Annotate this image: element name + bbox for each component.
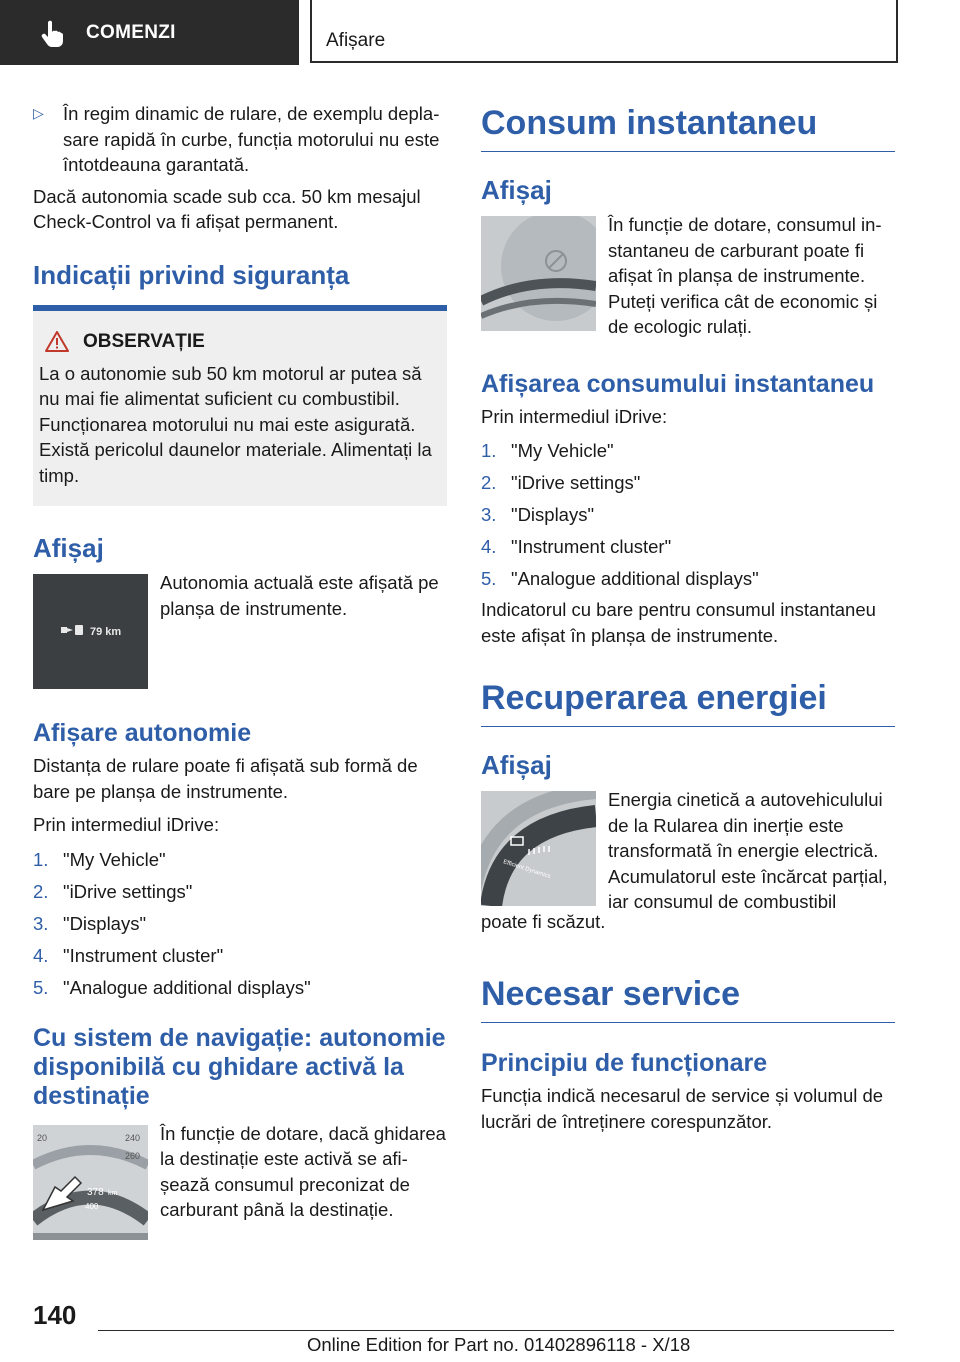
warning-box (33, 305, 447, 507)
right-steps-list (481, 435, 895, 595)
recup-figure-row (481, 791, 895, 915)
service-heading: Necesar service (481, 975, 741, 1013)
range-readout: 79 km (90, 626, 122, 638)
navigation-figure-row (33, 1122, 447, 1240)
section-title: Afișare (326, 30, 386, 51)
hand-pointer-icon (40, 19, 66, 47)
step-label: "Analogue additional displays" (511, 568, 759, 589)
warning-text: La o autonomie sub 50 km motorul ar putea să nu mai fie alimentat suficient cu combustibil. Funcționarea motorului nu mai este asigurată. Există pericolul daunelor materiale. Alimentați la timp. (39, 362, 432, 486)
step-number: 2. (33, 880, 49, 902)
step-number: 5. (481, 568, 497, 589)
left-column (33, 95, 447, 1240)
autonomy-text: Distanța de rulare poate fi afișată sub formă de bare pe planșa de instrumente. (33, 755, 418, 802)
step-label: "Displays" (63, 912, 147, 934)
step-number: 3. (33, 912, 49, 934)
list-item (33, 908, 447, 940)
right-column (481, 95, 895, 1134)
list-item (33, 876, 447, 908)
list-item (481, 467, 895, 499)
safety-heading: Indicații privind siguranța (33, 259, 350, 290)
recup-display-heading: Afișaj (481, 750, 552, 780)
consum-show-heading: Afișarea consumului instantaneu (481, 369, 875, 398)
footer-rule (98, 1330, 894, 1331)
consum-display-heading: Afișaj (481, 175, 552, 205)
consum-heading: Consum instantaneu (481, 104, 818, 142)
range-display-image (33, 574, 148, 689)
step-label: "iDrive settings" (511, 472, 641, 493)
gauge-scale-value: 400 (85, 1201, 99, 1211)
service-principle-heading: Principiu de funcționare (481, 1049, 768, 1077)
step-number: 2. (481, 472, 497, 493)
display-heading: Afișaj (33, 533, 104, 563)
step-number: 3. (481, 504, 497, 525)
navigation-heading: Cu sistem de navigație: autonomie disponibilă cu ghidare activă la destinație (33, 1023, 446, 1110)
list-item (33, 940, 447, 972)
autonomy-warning-text: Dacă autonomia scade sub cca. 50 km mesajul Check-Control va fi afișat permanent. (33, 185, 421, 232)
navigation-gauge-image (33, 1125, 148, 1240)
step-number: 5. (33, 976, 49, 998)
warning-title-row (39, 331, 437, 353)
list-item (481, 435, 895, 467)
recup-text-tail: poate fi scăzut. (481, 910, 606, 932)
warning-triangle-icon (45, 331, 69, 352)
step-label: "Instrument cluster" (63, 944, 224, 966)
list-item (33, 844, 447, 876)
consum-bar-text: Indicatorul cu bare pentru consumul instantaneu este afișat în planșa de instrumente. (481, 599, 876, 646)
triangle-bullet-icon: ▷ (33, 105, 44, 121)
step-label: "Displays" (511, 504, 595, 525)
recuperation-gauge-image (481, 791, 596, 906)
gauge-tick: 240 (125, 1132, 141, 1143)
via-idrive-text: Prin intermediul iDrive: (33, 814, 220, 835)
step-number: 4. (33, 944, 49, 966)
step-label: "Instrument cluster" (511, 536, 672, 557)
service-text: Funcția indică necesarul de service și volumul de lucrări de întreținere corespunzător. (481, 1085, 884, 1132)
autonomy-heading: Afișare autonomie (33, 719, 252, 747)
header-tab-label: COMENZI (86, 21, 176, 43)
list-item (481, 531, 895, 563)
edition-text: Online Edition for Part no. 01402896118 - X/18 (307, 1334, 691, 1355)
bullet-text: În regim dinamic de rulare, de exemplu deplasare rapidă în curbe, funcția motorului nu este întotdeauna garantată. (63, 103, 440, 175)
consum-figure-row (481, 216, 895, 340)
display-text: Autonomia actuală este afișată pe planșa de instrumente. (160, 572, 439, 619)
via-idrive-text: Prin intermediul iDrive: (481, 405, 668, 427)
step-number: 1. (481, 440, 497, 461)
bullet-item (33, 101, 447, 178)
step-label: "iDrive settings" (63, 880, 193, 902)
gauge-range-unit: km (108, 1189, 118, 1197)
list-item (33, 972, 447, 1004)
left-steps-list (33, 844, 447, 1004)
consumption-gauge-image (481, 216, 596, 331)
header-tab-commands[interactable] (0, 0, 299, 65)
consum-display-text: În funcție de dotare, consumul instantaneu de carburant poate fi afișat în planșa de instrumente. Puteți verifica cât de economic și de ecologic rulați. (608, 214, 882, 337)
list-item (481, 499, 895, 531)
heading-rule (481, 726, 895, 727)
list-item (481, 563, 895, 595)
gauge-tick: 260 (125, 1150, 141, 1161)
gauge-tick: 20 (37, 1132, 48, 1143)
step-number: 4. (481, 536, 497, 557)
navigation-text: În funcție de dotare, dacă ghidarea la destinație este activă se afișează consumul preconizat de carburant până la destinație. (160, 1122, 446, 1220)
step-label: "My Vehicle" (511, 440, 614, 461)
recup-heading: Recuperarea energiei (481, 679, 827, 717)
heading-rule (481, 1022, 895, 1023)
recup-text-side: Energia cinetică a autovehiculului de la Rularea din inerție este transformată în energie electrică. Acumulatorul este încărcat parțial, iar consumul de combustibil (608, 789, 888, 912)
page-number: 140 (33, 1300, 77, 1330)
efficient-dynamics-label: Efficient Dynamics (502, 859, 552, 881)
header-section-box (310, 0, 898, 63)
heading-rule (481, 151, 895, 152)
display-figure-row (33, 574, 447, 689)
step-number: 1. (33, 848, 49, 870)
warning-title: OBSERVAȚIE (83, 330, 205, 352)
gauge-range-value: 378 (87, 1186, 104, 1198)
step-label: "Analogue additional displays" (63, 976, 311, 998)
step-label: "My Vehicle" (63, 848, 166, 870)
